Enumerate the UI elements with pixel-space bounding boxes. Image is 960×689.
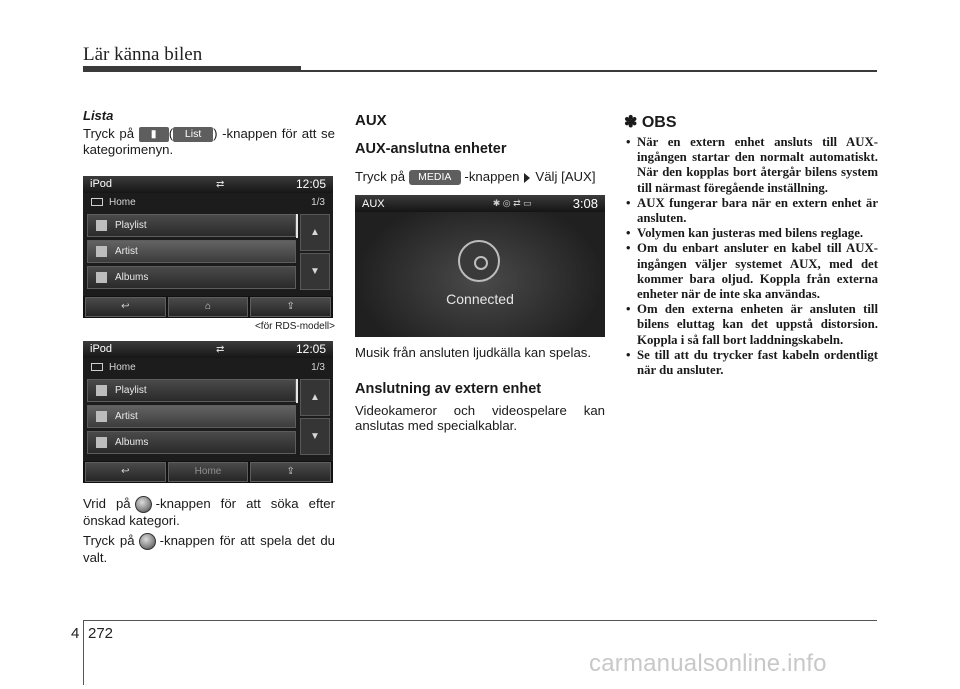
- folder-icon: [91, 198, 103, 206]
- page-indicator: 1/3: [311, 196, 325, 208]
- tune-knob-icon: [139, 533, 156, 550]
- watermark-link[interactable]: carmanualsonline.info: [589, 650, 827, 677]
- scrollbar: [296, 379, 298, 403]
- scroll-down-icon: ▼: [300, 418, 330, 455]
- text-fragment: -knappen: [464, 169, 520, 184]
- back-icon: ↩: [85, 297, 166, 317]
- text-fragment: Vrid på: [83, 495, 131, 511]
- text-fragment: -knappen för att söka efter önskad kategori.: [83, 495, 335, 528]
- chapter-number: 4: [71, 625, 80, 642]
- notes-heading: ✽ OBS: [624, 114, 677, 131]
- list-item-label: Playlist: [115, 384, 147, 396]
- screen-folder-row: [83, 193, 333, 212]
- page-number: 272: [88, 625, 114, 642]
- column-aux: [355, 108, 605, 434]
- aux-status-text: Connected: [446, 291, 514, 308]
- list-item: • Volymen kan justeras med bilens reglage.: [624, 226, 878, 241]
- aux-clock: 3:08: [572, 196, 598, 212]
- scroll-up-icon: ▲: [300, 214, 330, 251]
- screen-caption: <för RDS-modell>: [254, 320, 335, 332]
- aux-screen-title: AUX: [362, 197, 385, 210]
- list-item: • När en extern enhet ansluts till AUX-ingången startar den normalt automatiskt. När den kopplas bort återgår bilens system till närmast föregående inställning.: [624, 135, 878, 196]
- folder-up-icon: ⇪: [250, 462, 331, 482]
- artist-icon: [96, 246, 107, 257]
- home-label: Home: [168, 462, 249, 482]
- usb-icon: ⇄: [215, 343, 225, 355]
- ipod-screen: [83, 341, 333, 483]
- folder-up-icon: ⇪: [250, 297, 331, 317]
- screen-folder-row: [83, 358, 333, 377]
- column-list: [83, 108, 335, 566]
- media-button: MEDIA: [409, 170, 461, 185]
- albums-icon: [96, 272, 107, 283]
- aux-screen: [355, 195, 605, 337]
- list-item: • Om du enbart ansluter en kabel till AUX-ingången väljer systemet AUX, med det kommer bara oljud. Koppla från externa enheter när de inte ska användas.: [624, 241, 878, 302]
- aux-music-text: Musik från ansluten ljudkälla kan spelas.: [355, 345, 592, 361]
- text-fragment: -knappen för att spela det du valt.: [83, 533, 335, 566]
- text-fragment: ) -knappen för att se kategorimenyn.: [83, 126, 335, 158]
- screen-status-bar: [83, 176, 333, 193]
- screen-bottom-bar: [83, 296, 333, 318]
- albums-icon: [96, 437, 107, 448]
- list-paragraph: [83, 126, 335, 158]
- list-button: List: [173, 127, 213, 142]
- scroll-buttons: [300, 214, 330, 291]
- list-item-label: Albums: [115, 271, 149, 283]
- aux-status-bar: [355, 195, 605, 212]
- playlist-icon: [96, 385, 107, 396]
- back-icon: ↩: [85, 462, 166, 482]
- footer-rule: [83, 620, 877, 621]
- footer-divider: [83, 621, 84, 685]
- text-fragment: (: [168, 126, 174, 141]
- artist-icon: [96, 411, 107, 422]
- list-item-label: Playlist: [115, 219, 147, 231]
- list-item-label: Artist: [115, 410, 138, 422]
- page-indicator: 1/3: [311, 361, 325, 373]
- list-item-albums: [87, 431, 296, 454]
- list-item-artist: [87, 405, 296, 428]
- aux-disc-icon: [458, 240, 500, 282]
- scroll-buttons: [300, 379, 330, 456]
- list-heading: Lista: [83, 108, 114, 123]
- status-indicator-icons: ✱ ◎ ⇄ ▭: [492, 198, 532, 209]
- notes-list: [624, 135, 878, 378]
- list-item-albums: [87, 266, 296, 289]
- tune-knob-icon: [135, 496, 152, 513]
- screen-bottom-bar: [83, 461, 333, 483]
- aux-instruction: [355, 169, 605, 185]
- menu-button-icon: ▮: [139, 127, 169, 142]
- list-item-label: Artist: [115, 245, 138, 257]
- text-fragment: Tryck på: [355, 169, 406, 184]
- scrollbar: [296, 214, 298, 238]
- home-icon: ⌂: [168, 297, 249, 317]
- folder-label: Home: [109, 196, 136, 208]
- aux-subheading: AUX-anslutna enheter: [355, 141, 507, 157]
- screen-clock: 12:05: [295, 342, 326, 357]
- column-notes: [624, 108, 878, 378]
- press-knob-paragraph: [83, 533, 335, 566]
- list-item-playlist: [87, 379, 296, 402]
- scroll-down-icon: ▼: [300, 253, 330, 290]
- text-fragment: Välj [AUX]: [535, 169, 596, 184]
- turn-knob-paragraph: [83, 496, 335, 529]
- screen-clock: 12:05: [295, 177, 326, 192]
- header-rule: [83, 70, 877, 72]
- screen-status-bar: [83, 341, 333, 358]
- list-item: • AUX fungerar bara när en extern enhet är ansluten.: [624, 196, 878, 226]
- folder-icon: [91, 363, 103, 371]
- list-item-artist: [87, 240, 296, 263]
- external-device-heading: Anslutning av extern enhet: [355, 380, 542, 397]
- text-fragment: Tryck på: [83, 126, 135, 141]
- external-device-text: Videokameror och videospelare kan anslutas med specialkablar.: [355, 402, 605, 434]
- list-item-playlist: [87, 214, 296, 237]
- arrow-right-icon: [524, 173, 530, 183]
- screen-title: iPod: [90, 343, 113, 356]
- aux-heading: AUX: [355, 112, 387, 129]
- list-item-label: Albums: [115, 436, 149, 448]
- page-section-title: Lär känna bilen: [83, 44, 203, 65]
- usb-icon: ⇄: [215, 178, 225, 190]
- list-item: • Om den externa enheten är ansluten till bilens eluttag kan det uppstå distorsion. Koppla i så fall bort laddningskabeln.: [624, 302, 878, 348]
- playlist-icon: [96, 220, 107, 231]
- scroll-up-icon: ▲: [300, 379, 330, 416]
- list-item: • Se till att du trycker fast kabeln ordentligt när du ansluter.: [624, 348, 878, 378]
- screen-title: iPod: [90, 178, 113, 191]
- ipod-screen-rds: [83, 176, 333, 318]
- text-fragment: Tryck på: [83, 533, 135, 549]
- folder-label: Home: [109, 361, 136, 373]
